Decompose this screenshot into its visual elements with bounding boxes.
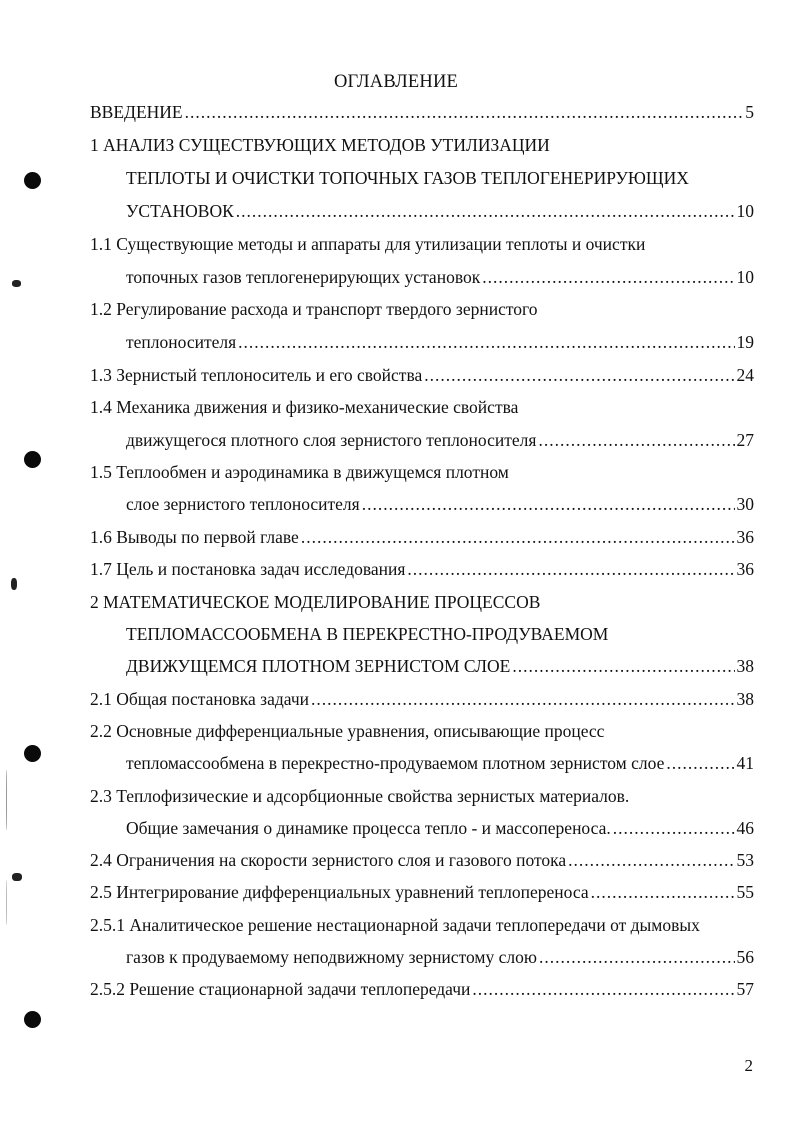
dot-leader: [591, 881, 735, 903]
toc-entry-text: ТЕПЛОМАССООБМЕНА В ПЕРЕКРЕСТНО-ПРОДУВАЕМОМ: [126, 624, 609, 644]
toc-entry-2-2-line-2[interactable]: [126, 752, 754, 774]
toc-entry-text: 2.1 Общая постановка задачи: [90, 689, 309, 709]
toc-entry-text: 1.1 Существующие методы и аппараты для утилизации теплоты и очистки: [90, 234, 646, 254]
punch-hole: [24, 745, 41, 762]
toc-entry-text: газов к продуваемому неподвижному зернистому слою: [126, 947, 537, 967]
toc-page-number: 36: [736, 527, 754, 547]
dot-leader: [666, 752, 734, 774]
toc-page-number: 38: [736, 689, 754, 709]
dot-leader: [238, 331, 734, 353]
toc-title: ОГЛАВЛЕНИЕ: [333, 72, 459, 92]
toc-page-number: 38: [736, 656, 754, 676]
toc-page-number: 19: [736, 332, 754, 352]
dot-leader: [539, 946, 735, 968]
toc-page-number: 55: [736, 882, 754, 902]
toc-entry-chapter-1-line-2[interactable]: [126, 167, 689, 189]
toc-entry-text: Общие замечания о динамике процесса тепло - и массопереноса.: [126, 818, 611, 838]
toc-entry-1-4-line-2[interactable]: [126, 429, 754, 451]
dot-leader: [407, 558, 734, 580]
toc-entry-text: 1.2 Регулирование расхода и транспорт твердого зернистого: [90, 299, 538, 319]
dot-leader: [236, 200, 735, 222]
toc-page-number: 27: [736, 430, 754, 450]
toc-entry-text: ВВЕДЕНИЕ: [90, 102, 183, 122]
dot-leader: [185, 101, 744, 123]
toc-entry-2-5-1-line-1[interactable]: [90, 914, 700, 936]
toc-page-number: 46: [736, 818, 754, 838]
toc-entry-2-4[interactable]: [90, 849, 754, 871]
toc-entry-1-1-line-2[interactable]: [126, 266, 754, 288]
dot-leader: [538, 429, 734, 451]
scan-speck: [12, 280, 21, 287]
toc-page-number: 24: [736, 365, 754, 385]
toc-entry-text: тепломассообмена в перекрестно-продуваемом плотном зернистом слое: [126, 753, 665, 773]
toc-entry-1-5-line-2[interactable]: [126, 493, 754, 515]
toc-entry-text: 2.5 Интегрирование дифференциальных уравнений теплопереноса: [90, 882, 589, 902]
dot-leader: [482, 266, 734, 288]
toc-entry-text: 1.7 Цель и постановка задач исследования: [90, 559, 406, 579]
punch-hole: [24, 172, 41, 189]
toc-entry-text: теплоносителя: [126, 332, 237, 352]
toc-entry-text: УСТАНОВОК: [126, 201, 234, 221]
toc-page-number: 5: [745, 102, 754, 122]
toc-entry-text: 2.3 Теплофизические и адсорбционные свойства зернистых материалов.: [90, 786, 630, 806]
toc-entry-text: 1.4 Механика движения и физико-механические свойства: [90, 397, 519, 417]
toc-entry-chapter-1-line-1[interactable]: [90, 134, 550, 156]
dot-leader: [424, 364, 734, 386]
toc-entry-2-5-1-line-2[interactable]: [126, 946, 754, 968]
toc-entry-text: 1 АНАЛИЗ СУЩЕСТВУЮЩИХ МЕТОДОВ УТИЛИЗАЦИИ: [90, 135, 550, 155]
scan-speck: [11, 578, 17, 590]
toc-page-number: 57: [736, 979, 754, 999]
scan-speck: [12, 873, 22, 881]
toc-entry-chapter-2-line-2[interactable]: [126, 623, 608, 645]
toc-entry-chapter-1-line-3[interactable]: [126, 200, 754, 222]
dot-leader: [568, 849, 734, 871]
toc-entry-1-2-line-2[interactable]: [126, 331, 754, 353]
toc-entry-text: 2.5.1 Аналитическое решение нестационарной задачи теплопередачи от дымовых: [90, 915, 700, 935]
toc-entry-text: 2.4 Ограничения на скорости зернистого слоя и газового потока: [90, 850, 567, 870]
dot-leader: [512, 655, 734, 677]
toc-entry-intro[interactable]: [90, 101, 754, 123]
toc-entry-chapter-2-line-3[interactable]: [126, 655, 754, 677]
toc-entry-2-2-line-1[interactable]: [90, 720, 604, 742]
toc-entry-chapter-2-line-1[interactable]: [90, 591, 540, 613]
toc-entry-1-6[interactable]: [90, 526, 754, 548]
dot-leader: [311, 688, 735, 710]
toc-entry-1-5-line-1[interactable]: [90, 461, 509, 483]
punch-hole: [24, 451, 41, 468]
dot-leader: [472, 978, 734, 1000]
toc-entry-text: 1.6 Выводы по первой главе: [90, 527, 299, 547]
toc-entry-1-7[interactable]: [90, 558, 754, 580]
toc-entry-1-4-line-1[interactable]: [90, 396, 518, 418]
toc-page-number: 36: [736, 559, 754, 579]
dot-leader: [301, 526, 735, 548]
toc-page-number: 10: [736, 267, 754, 287]
toc-entry-2-5-2[interactable]: [90, 978, 754, 1000]
toc-entry-text: ТЕПЛОТЫ И ОЧИСТКИ ТОПОЧНЫХ ГАЗОВ ТЕПЛОГЕНЕРИРУЮЩИХ: [126, 168, 689, 188]
toc-entry-text: 2 МАТЕМАТИЧЕСКОЕ МОДЕЛИРОВАНИЕ ПРОЦЕССОВ: [90, 592, 541, 612]
toc-entry-2-3-line-2[interactable]: [126, 817, 754, 839]
toc-entry-2-3-line-1[interactable]: [90, 785, 629, 807]
toc-entry-text: 1.3 Зернистый теплоноситель и его свойства: [90, 365, 423, 385]
toc-entry-text: 1.5 Теплообмен и аэродинамика в движущемся плотном: [90, 462, 509, 482]
toc-page-number: 41: [736, 753, 754, 773]
toc-entry-1-2-line-1[interactable]: [90, 298, 538, 320]
scan-line: [6, 880, 7, 925]
page-number: 2: [744, 1056, 753, 1075]
dot-leader: [613, 817, 735, 839]
toc-entry-text: топочных газов теплогенерирующих установок: [126, 267, 481, 287]
toc-page-number: 53: [736, 850, 754, 870]
toc-entry-1-3[interactable]: [90, 364, 754, 386]
toc-entry-text: слое зернистого теплоносителя: [126, 494, 360, 514]
toc-entry-1-1-line-1[interactable]: [90, 233, 645, 255]
toc-page-number: 10: [736, 201, 754, 221]
scan-line: [6, 770, 7, 830]
toc-entry-2-1[interactable]: [90, 688, 754, 710]
punch-hole: [24, 1011, 41, 1028]
dot-leader: [362, 493, 735, 515]
toc-entry-text: 2.2 Основные дифференциальные уравнения, описывающие процесс: [90, 721, 605, 741]
toc-entry-text: движущегося плотного слоя зернистого теплоносителя: [126, 430, 537, 450]
toc-page-number: 56: [736, 947, 754, 967]
toc-entry-text: ДВИЖУЩЕМСЯ ПЛОТНОМ ЗЕРНИСТОМ СЛОЕ: [126, 656, 511, 676]
toc-entry-text: 2.5.2 Решение стационарной задачи теплопередачи: [90, 979, 471, 999]
toc-page-number: 30: [736, 494, 754, 514]
toc-entry-2-5[interactable]: [90, 881, 754, 903]
